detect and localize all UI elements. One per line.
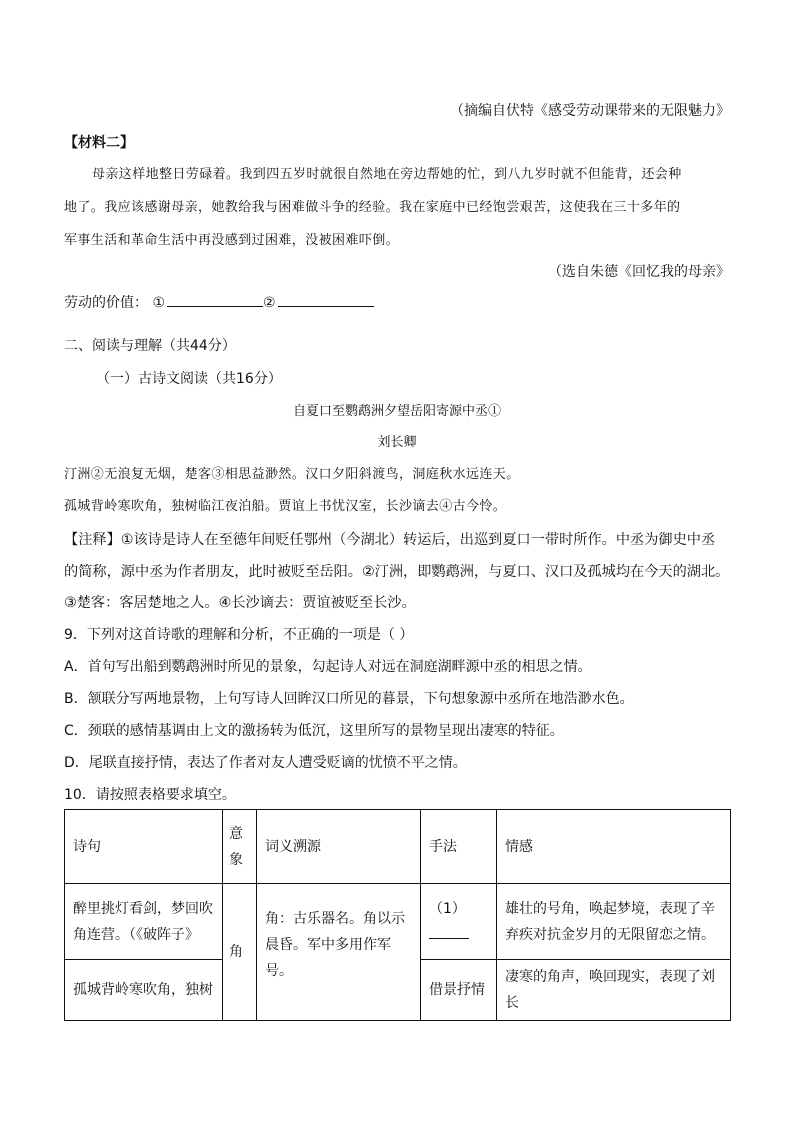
labor-value-prefix: 劳动的价值： xyxy=(64,295,148,311)
technique-answer-blank[interactable] xyxy=(429,922,469,939)
q9-option-a[interactable]: A．首句写出船到鹦鹉洲时所见的景象，勾起诗人对远在洞庭湖畔源中丞的相思之情。 xyxy=(64,659,592,675)
row1-technique-cell xyxy=(421,884,497,960)
header-image: 意象 xyxy=(223,810,257,884)
section2-subtitle: （一）古诗文阅读（共16分） xyxy=(96,371,282,387)
labor-value-row xyxy=(64,292,730,313)
row1-verse: 醉里挑灯看剑，梦回吹角连营。（《破阵子》 xyxy=(65,884,223,960)
header-emotion: 情感 xyxy=(497,810,731,884)
poem-line-1: 汀洲②无浪复无烟，楚客③相思益渺然。汉口夕阳斜渡鸟，洞庭秋水远连天。 xyxy=(64,467,520,482)
row2-verse: 孤城背岭寒吹角，独树 xyxy=(65,960,223,1021)
notes-line-3: ③楚客：客居楚地之人。④长沙谪去：贾谊被贬至长沙。 xyxy=(64,595,416,611)
q9-option-d[interactable]: D．尾联直接抒情，表达了作者对友人遭受贬谪的忧愤不平之情。 xyxy=(64,755,467,771)
material2-para-line: 地了。我应该感谢母亲，她教给我与困难做斗争的经验。我在家庭中已经饱尝艰苦，这使我在三十多年的 xyxy=(64,200,681,215)
q10-stem: 10．请按照表格要求填空。 xyxy=(64,787,236,803)
material2-para-line: 母亲这样地整日劳碌着。我到四五岁时就很自然地在旁边帮她的忙，到八九岁时就不但能背，还会种 xyxy=(92,167,682,182)
q9-option-b[interactable]: B．颔联分写两地景物，上句写诗人回眸汉口所见的暮景，下句想象源中丞所在地浩渺水色。 xyxy=(64,691,634,707)
q9-stem: 9．下列对这首诗歌的理解和分析，不正确的一项是（ ） xyxy=(64,627,414,643)
notes-line-2: 的简称，源中丞为作者朋友，此时被贬至岳阳。②汀洲，即鹦鹉洲，与夏口、汉口及孤城均在今天的湖北。 xyxy=(64,564,730,580)
header-technique: 手法 xyxy=(421,810,497,884)
row2-technique: 借景抒情 xyxy=(421,960,497,1021)
answer-blank-1[interactable] xyxy=(167,292,263,307)
header-verse: 诗句 xyxy=(65,810,223,884)
notes-line-1: 【注释】①该诗是诗人在至德年间贬任鄂州（今湖北）转运后，出巡到夏口一带时所作。中丞为御史中丞 xyxy=(64,532,716,548)
section2-title: 二、阅读与理解（共44分） xyxy=(64,338,236,354)
row-origin-cell: 角：古乐器名。角以示晨昏。军中多用作军号。 xyxy=(257,884,421,1021)
material1-source: （摘编自伏特《感受劳动课带来的无限魅力》 xyxy=(450,103,730,119)
material2-source: （选自朱德《回忆我的母亲》 xyxy=(548,264,730,280)
header-origin: 词义溯源 xyxy=(257,810,421,884)
material2-para-line: 军事生活和革命生活中再没感到过困难，没被困难吓倒。 xyxy=(64,233,400,248)
material2-label: 【材料二】 xyxy=(64,135,134,151)
table-header-row xyxy=(65,810,731,884)
row-image-cell: 角 xyxy=(223,884,257,1021)
table-row xyxy=(65,884,731,960)
blank-mark-1: ① xyxy=(152,295,166,311)
q10-table xyxy=(64,809,731,1021)
row1-emotion: 雄壮的号角，唤起梦境，表现了辛弃疾对抗金岁月的无限留恋之情。 xyxy=(497,884,731,960)
answer-blank-2[interactable] xyxy=(278,292,374,307)
poem-author: 刘长卿 xyxy=(377,435,417,450)
poem-title: 自夏口至鹦鹉洲夕望岳阳寄源中丞① xyxy=(292,404,501,419)
row1-technique-label: （1） xyxy=(429,900,466,917)
row2-emotion: 凄寒的角声，唤回现实，表现了刘长 xyxy=(497,960,731,1021)
q9-option-c[interactable]: C．颈联的感情基调由上文的激扬转为低沉，这里所写的景物呈现出凄寒的特征。 xyxy=(64,723,564,739)
poem-line-2: 孤城背岭寒吹角，独树临江夜泊船。贾谊上书忧汉室，长沙谪去④古今怜。 xyxy=(64,499,507,514)
blank-mark-2: ② xyxy=(263,295,276,311)
